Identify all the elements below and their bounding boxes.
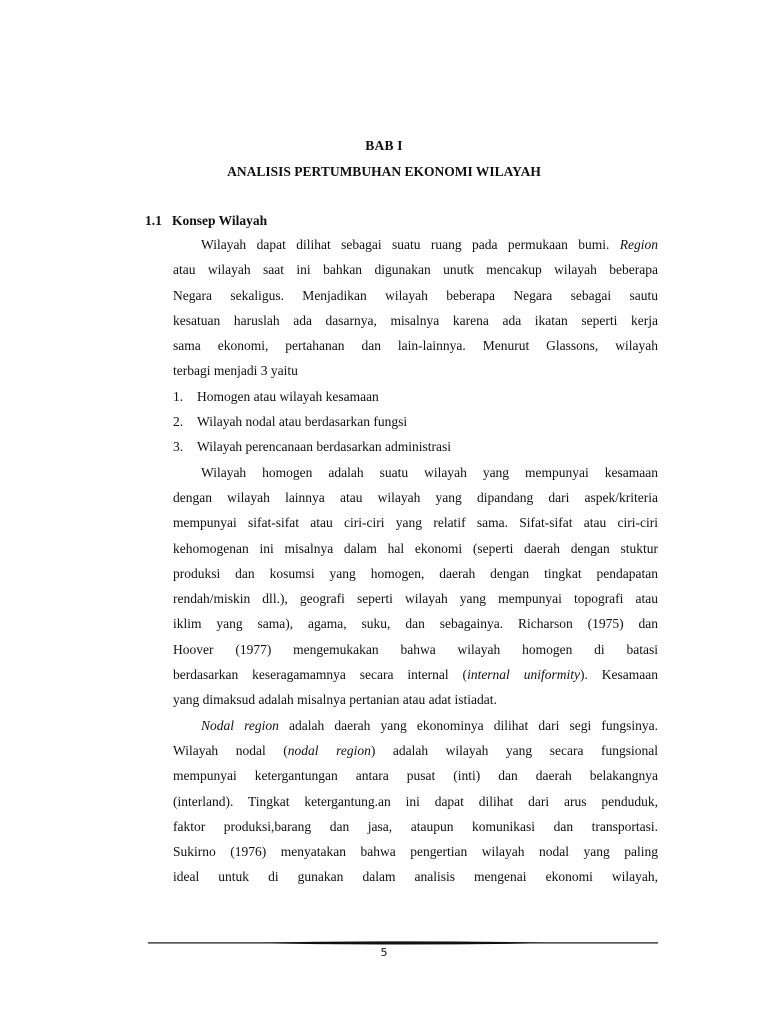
list-item: 2. Wilayah nodal atau berdasarkan fungsi xyxy=(173,414,408,430)
paragraph-line: iklim yang sama), agama, suku, dan sebagainya. Richarson (1975) dan xyxy=(173,616,658,632)
paragraph-line: (interland). Tingkat ketergantung.an ini dapat dilihat dari arus penduduk, xyxy=(173,793,658,809)
paragraph-line: Nodal region adalah daerah yang ekonominya dilihat dari segi fungsinya. xyxy=(201,717,658,733)
section-heading xyxy=(145,213,267,229)
paragraph-line: produksi dan kosumsi yang homogen, daerah dengan tingkat pendapatan xyxy=(173,565,658,581)
paragraph-line: Wilayah dapat dilihat sebagai suatu ruang pada permukaan bumi. Region xyxy=(201,237,658,252)
list-item: 3. Wilayah perencanaan berdasarkan administrasi xyxy=(173,439,451,455)
paragraph-line: Wilayah homogen adalah suatu wilayah yang mempunyai kesamaan xyxy=(201,464,658,480)
section-title: Konsep Wilayah xyxy=(172,213,268,228)
paragraph-line: Negara sekaligus. Menjadikan wilayah beberapa Negara sebagai sautu xyxy=(173,287,658,303)
section-number: 1.1 xyxy=(145,213,162,228)
paragraph-line: kehomogenan ini misalnya dalam hal ekonomi (seperti daerah dengan stuktur xyxy=(173,540,658,556)
paragraph-line: ideal untuk di gunakan dalam analisis mengenai ekonomi wilayah, xyxy=(173,869,658,885)
paragraph-line: yang dimaksud adalah misalnya pertanian atau adat istiadat. xyxy=(173,692,497,708)
page-number: 5 xyxy=(380,946,388,959)
body-text xyxy=(173,232,658,890)
paragraph-line: sama ekonomi, pertahanan dan lain-lainnya. Menurut Glassons, wilayah xyxy=(173,338,658,354)
paragraph-line: Sukirno (1976) menyatakan bahwa pengertian wilayah nodal yang paling xyxy=(173,844,658,860)
paragraph-line: atau wilayah saat ini bahkan digunakan unutk mencakup wilayah beberapa xyxy=(173,262,658,278)
chapter-title: ANALISIS PERTUMBUHAN EKONOMI WILAYAH xyxy=(227,164,541,179)
chapter-number: BAB I xyxy=(365,138,403,153)
paragraph-line: kesatuan haruslah ada dasarnya, misalnya karena ada ikatan seperti kerja xyxy=(173,312,658,328)
list-item: 1. Homogen atau wilayah kesamaan xyxy=(173,388,379,404)
paragraph-line: berdasarkan keseragamamnya secara internal (internal uniformity). Kesamaan xyxy=(173,667,659,683)
paragraph-line: mempunyai sifat-sifat atau ciri-ciri yang relatif sama. Sifat-sifat atau ciri-ciri xyxy=(173,515,658,531)
paragraph-line: rendah/miskin dll.), geografi seperti wilayah yang mempunyai topografi atau xyxy=(173,591,658,607)
paragraph-line: faktor produksi,barang dan jasa, ataupun komunikasi dan transportasi. xyxy=(173,818,658,834)
paragraph-line: terbagi menjadi 3 yaitu xyxy=(173,363,298,379)
paragraph-line: Hoover (1977) mengemukakan bahwa wilayah homogen di batasi xyxy=(173,641,658,657)
footer-divider xyxy=(148,941,658,945)
paragraph-line: mempunyai ketergantungan antara pusat (inti) dan daerah belakangnya xyxy=(173,768,658,784)
paragraph-line: Wilayah nodal (nodal region) adalah wilayah yang secara fungsional xyxy=(173,742,658,758)
paragraph-line: dengan wilayah lainnya atau wilayah yang dipandang dari aspek/kriteria xyxy=(173,489,658,505)
